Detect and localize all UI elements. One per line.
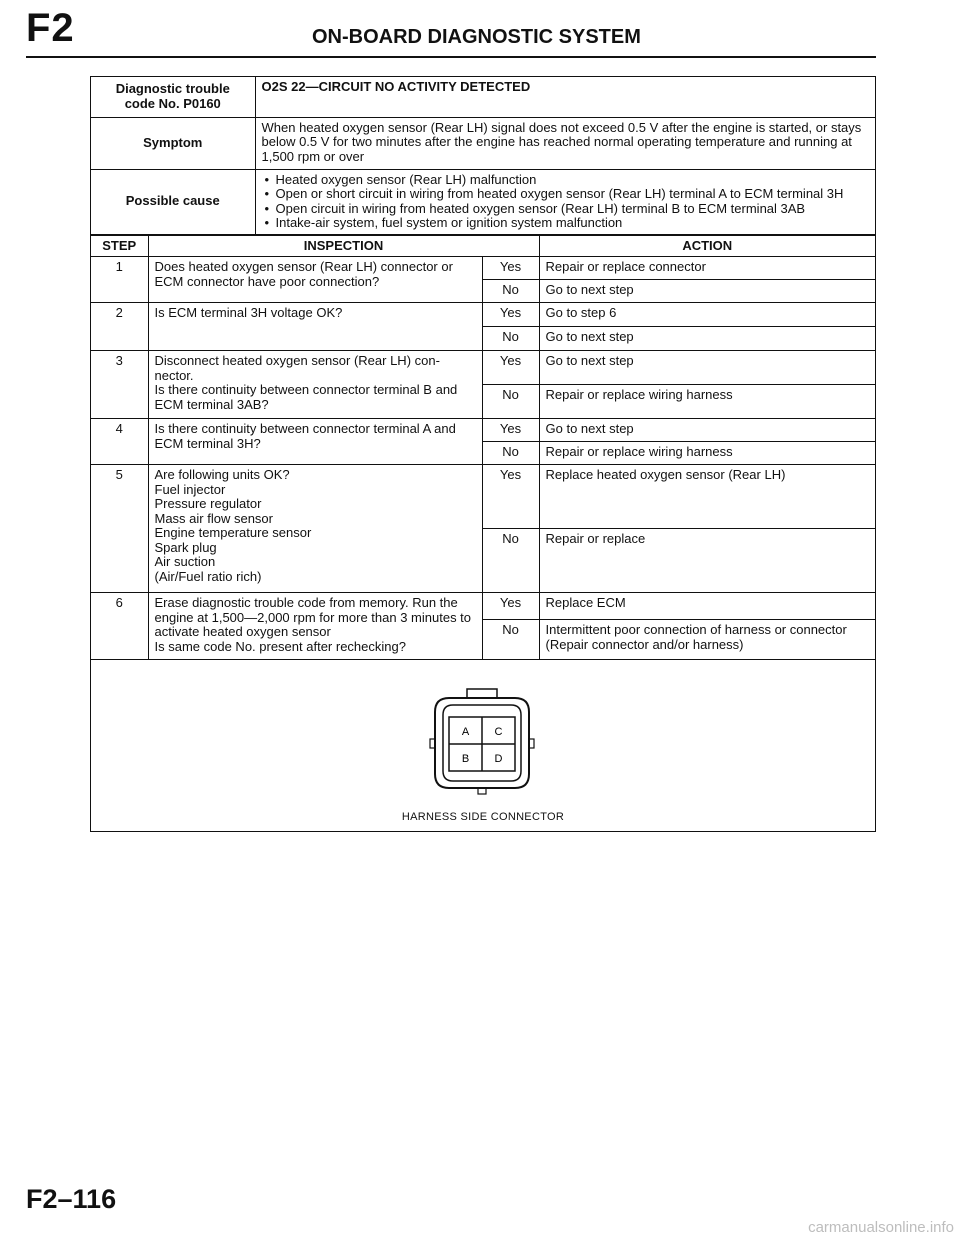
- cause-item: • Open or short circuit in wiring from heated oxygen sensor (Rear LH) terminal A to ECM terminal 3H: [276, 187, 870, 202]
- diagnostic-sheet: [90, 76, 876, 832]
- step-row: [91, 419, 875, 442]
- step-number: 2: [91, 303, 148, 351]
- yes-label: Yes: [482, 351, 539, 385]
- cause-item: • Intake-air system, fuel system or ignition system malfunction: [276, 216, 870, 231]
- step-inspection: Is there continuity between connector terminal A and ECM terminal 3H?: [148, 419, 482, 465]
- terminal-label: A: [461, 726, 470, 738]
- terminal-label: D: [494, 753, 503, 765]
- dtc-value: O2S 22—CIRCUIT NO ACTIVITY DETECTED: [255, 77, 875, 117]
- yes-label: Yes: [482, 257, 539, 280]
- col-inspection-header: INSPECTION: [148, 235, 539, 257]
- yes-label: Yes: [482, 465, 539, 529]
- section-id: F2: [26, 6, 75, 50]
- no-action: Go to next step: [539, 327, 875, 351]
- step-number: 6: [91, 593, 148, 660]
- step-row: [91, 257, 875, 280]
- yes-action: Replace ECM: [539, 593, 875, 620]
- col-action-header: ACTION: [539, 235, 875, 257]
- no-label: No: [482, 620, 539, 660]
- inspection-steps-table: [91, 235, 875, 661]
- yes-label: Yes: [482, 303, 539, 327]
- header-divider: [26, 56, 876, 58]
- symptom-label: Symptom: [91, 117, 255, 169]
- step-inspection: Disconnect heated oxygen sensor (Rear LH) con- nector. Is there continuity between connector terminal B and ECM terminal 3AB?: [148, 351, 482, 419]
- step-row: [91, 351, 875, 385]
- page-title: ON-BOARD DIAGNOSTIC SYSTEM: [312, 26, 641, 48]
- yes-action: Go to step 6: [539, 303, 875, 327]
- dtc-row: [91, 77, 875, 117]
- no-label: No: [482, 442, 539, 465]
- step-number: 1: [91, 257, 148, 303]
- no-action: Repair or replace wiring harness: [539, 442, 875, 465]
- step-number: 4: [91, 419, 148, 465]
- dtc-info-table: [91, 77, 875, 235]
- no-action: Repair or replace: [539, 529, 875, 593]
- page-number: F2–116: [26, 1184, 117, 1214]
- cause-item: • Open circuit in wiring from heated oxygen sensor (Rear LH) terminal B to ECM terminal 3AB: [276, 202, 870, 217]
- steps-header-row: [91, 235, 875, 257]
- step-inspection: Does heated oxygen sensor (Rear LH) connector or ECM connector have poor connection?: [148, 257, 482, 303]
- terminal-label: C: [494, 726, 503, 738]
- no-action: Intermittent poor connection of harness or connector (Repair connector and/or harness): [539, 620, 875, 660]
- no-label: No: [482, 327, 539, 351]
- yes-action: Replace heated oxygen sensor (Rear LH): [539, 465, 875, 529]
- yes-action: Go to next step: [539, 351, 875, 385]
- figure-caption: HARNESS SIDE CONNECTOR: [401, 811, 565, 823]
- dtc-label: Diagnostic trouble code No. P0160: [91, 77, 255, 117]
- step-row: [91, 303, 875, 327]
- symptom-text: When heated oxygen sensor (Rear LH) signal does not exceed 0.5 V after the engine is started, or stays below 0.5 V for two minutes after the engine has reached normal operating temperature and running at 1,500 rpm or over: [255, 117, 875, 169]
- cause-label: Possible cause: [91, 169, 255, 234]
- connector-figure: [91, 683, 875, 831]
- symptom-row: [91, 117, 875, 169]
- no-label: No: [482, 385, 539, 419]
- cause-row: [91, 169, 875, 234]
- no-action: Go to next step: [539, 280, 875, 303]
- step-row: [91, 593, 875, 620]
- step-row: [91, 465, 875, 529]
- cause-item: • Heated oxygen sensor (Rear LH) malfunction: [276, 173, 870, 188]
- col-step-header: STEP: [91, 235, 148, 257]
- step-number: 5: [91, 465, 148, 593]
- cause-list: [262, 173, 870, 231]
- no-label: No: [482, 280, 539, 303]
- watermark-text: carmanualsonline.info: [808, 1219, 954, 1236]
- step-inspection: Erase diagnostic trouble code from memory. Run the engine at 1,500—2,000 rpm for more than 3 minutes to activate heated oxygen sensor Is same code No. present after rechecking?: [148, 593, 482, 660]
- harness-connector-diagram: [423, 687, 541, 799]
- no-action: Repair or replace wiring harness: [539, 385, 875, 419]
- connector-latch: [467, 689, 497, 698]
- no-label: No: [482, 529, 539, 593]
- step-inspection: Are following units OK? Fuel injector Pressure regulator Mass air flow sensor Engine temperature sensor Spark plug Air suction (Air/Fuel ratio rich): [148, 465, 482, 593]
- step-inspection: Is ECM terminal 3H voltage OK?: [148, 303, 482, 351]
- yes-label: Yes: [482, 593, 539, 620]
- yes-action: Go to next step: [539, 419, 875, 442]
- step-number: 3: [91, 351, 148, 419]
- yes-action: Repair or replace connector: [539, 257, 875, 280]
- cause-list-cell: [255, 169, 875, 234]
- yes-label: Yes: [482, 419, 539, 442]
- terminal-label: B: [461, 753, 470, 765]
